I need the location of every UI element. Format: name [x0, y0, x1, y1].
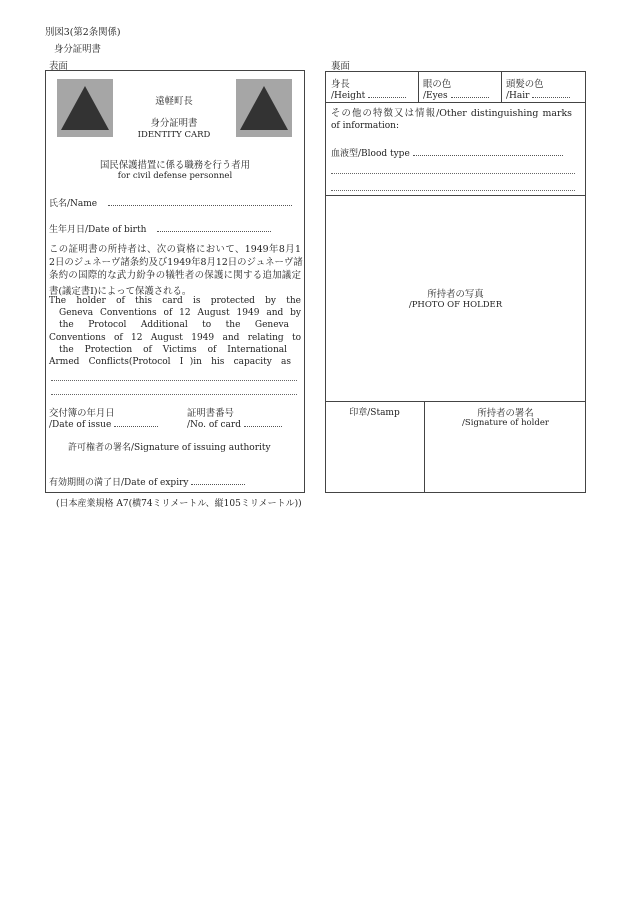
issuer-name: 遠軽町長 [155, 96, 193, 107]
holder-signature-en: /Signature of holder [462, 418, 549, 428]
issue-date-blank [114, 418, 158, 427]
right-emblem [236, 79, 292, 137]
card-no-label-jp: 証明書番号 [187, 408, 234, 419]
blood-type-label: 血液型/Blood type [331, 149, 410, 159]
height-blank [368, 89, 406, 98]
eyes-blank [451, 89, 489, 98]
protection-jp-line: 書(議定書Ⅰ)によって保護される。 [49, 286, 192, 297]
hair-field [506, 89, 570, 101]
card-title-jp: 身分証明書 [150, 118, 198, 129]
back-divider [418, 71, 419, 103]
expiry-label: 有効期間の満了日/Date of expiry [49, 478, 189, 488]
issue-date-field [49, 418, 158, 430]
hair-label-en: /Hair [506, 91, 530, 101]
protection-en-line: Geneva Conventions of 12 August 1949 and by [59, 308, 301, 318]
blood-type-blank [413, 147, 563, 156]
holder-signature-jp: 所持者の署名 [477, 408, 534, 419]
card-no-blank [244, 418, 282, 427]
annex-label: 別図3(第2条関係) [45, 27, 121, 38]
expiry-blank [191, 476, 245, 485]
left-emblem [57, 79, 113, 137]
protection-en-line: Armed Conflicts(Protocol Ⅰ)in his capacity as [49, 357, 291, 367]
purpose-jp: 国民保護措置に係る職務を行う者用 [99, 160, 250, 171]
protection-en-line: the Protocol Additional to the Geneva [59, 320, 289, 330]
name-label: 氏名/Name [49, 199, 98, 209]
issue-date-label-en: /Date of issue [49, 420, 112, 430]
document-title: 身分証明書 [54, 44, 101, 55]
name-field [49, 196, 292, 209]
info-blank [331, 173, 575, 174]
back-divider [325, 102, 586, 103]
hair-label-jp: 頭髪の色 [506, 79, 544, 90]
triangle-emblem-icon [240, 86, 288, 130]
card-title-en: IDENTITY CARD [137, 130, 211, 140]
size-spec-note: (日本産業規格 A7(横74ミリメートル、縦105ミリメートル)) [56, 499, 302, 509]
dob-label: 生年月日/Date of birth [49, 225, 147, 235]
protection-en-line: The holder of this card is protected by the [49, 296, 301, 306]
issue-date-label-jp: 交付簿の年月日 [49, 408, 115, 419]
info-blank [331, 190, 575, 191]
eyes-label-jp: 眼の色 [423, 79, 452, 90]
height-label-en: /Height [331, 91, 366, 101]
back-side-label: 裏面 [331, 61, 350, 72]
triangle-emblem-icon [61, 86, 109, 130]
dob-blank [157, 223, 271, 232]
back-divider [501, 71, 502, 103]
blood-type-field [331, 146, 563, 159]
hair-blank [532, 89, 570, 98]
protection-jp-line: 条約の国際的な武力紛争の犠牲者の保護に関する追加議定 [49, 270, 301, 281]
other-info-line: その他の特徴又は情報/Other distinguishing marks [331, 108, 572, 119]
dob-field [49, 222, 271, 235]
height-label-jp: 身長 [331, 79, 350, 90]
card-no-field [187, 418, 282, 430]
eyes-label-en: /Eyes [423, 91, 448, 101]
capacity-blank [51, 394, 297, 395]
front-side-label: 表面 [49, 61, 68, 72]
stamp-label: 印章/Stamp [349, 408, 400, 418]
expiry-field [49, 475, 245, 488]
card-no-label-en: /No. of card [187, 420, 241, 430]
back-divider [325, 195, 586, 196]
back-divider [325, 401, 586, 402]
purpose-en: for civil defense personnel [117, 171, 233, 181]
photo-label-jp: 所持者の写真 [427, 289, 484, 300]
name-blank [108, 197, 292, 206]
protection-jp-line: 2日のジュネーヴ諸条約及び1949年8月12日のジュネーヴ諸 [49, 257, 303, 268]
eyes-field [423, 89, 489, 101]
capacity-blank [51, 380, 297, 381]
protection-en-line: Conventions of 12 August 1949 and relating to [49, 333, 301, 343]
other-info-line: of information: [331, 121, 399, 131]
protection-en-line: the Protection of Victims of International [59, 345, 287, 355]
height-field [331, 89, 406, 101]
protection-jp-line: この証明書の所持者は、次の資格において、1949年8月1 [49, 244, 301, 255]
photo-label-en: /PHOTO OF HOLDER [408, 300, 503, 310]
back-card [325, 71, 586, 493]
issuing-authority-signature: 許可権者の署名/Signature of issuing authority [68, 443, 271, 453]
